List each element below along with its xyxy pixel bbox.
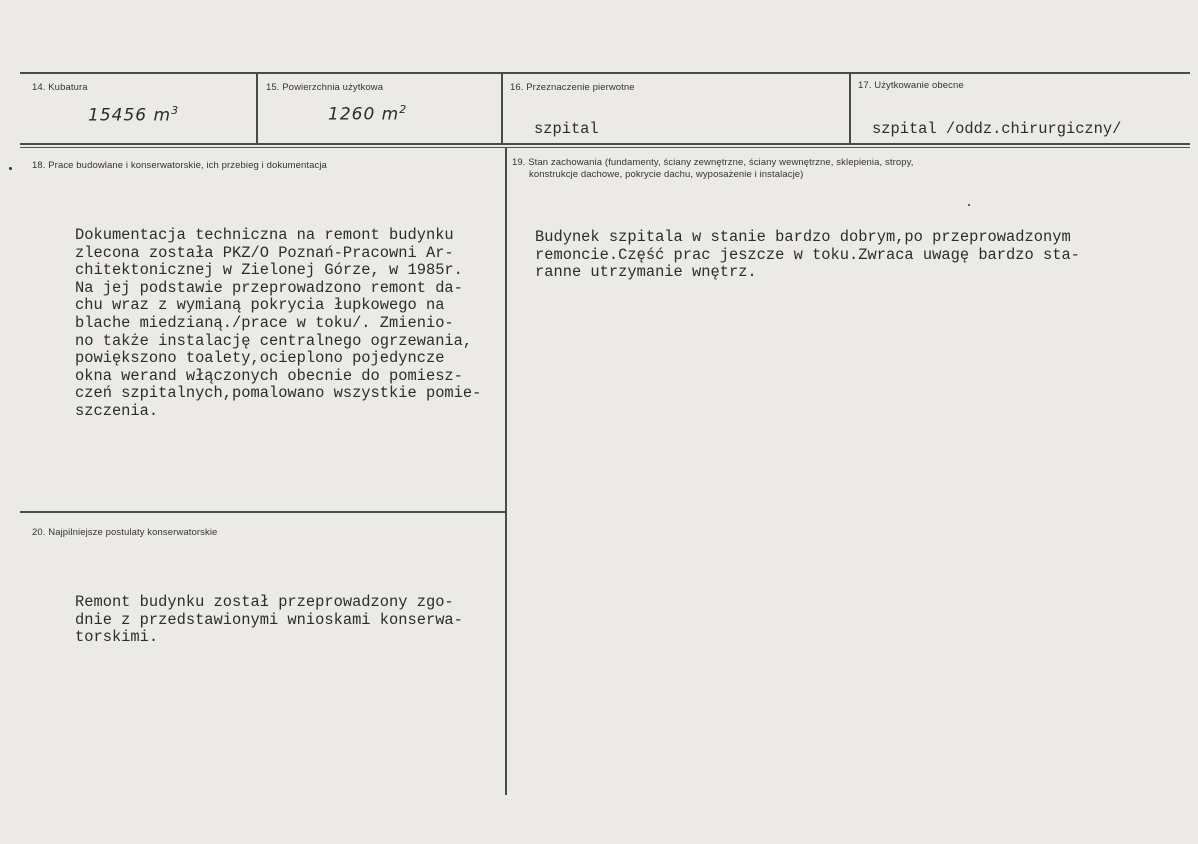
postulaty-line: Remont budynku został przeprowadzony zgo- [75,593,454,611]
stan-label-line2: konstrukcje dachowe, pokrycie dachu, wyposażenie i instalacje) [529,169,804,180]
postulaty-line: torskimi. [75,628,159,647]
powierzchnia-label: 15. Powierzchnia użytkowa [266,82,384,93]
uzytkowanie-value: szpital /oddz.chirurgiczny/ [872,120,1122,138]
kubatura-value: 15456 $m^3$ [88,104,180,126]
margin-dot [9,167,12,170]
prace-line: chitektonicznej w Zielonej Górze, w 1985r. [75,261,463,280]
col-divider-14-15 [256,72,258,144]
top-border [20,72,1190,74]
row1-bottom-border-inner [20,147,1190,148]
przeznaczenie-label: 16. Przeznaczenie pierwotne [510,82,635,93]
postulaty-line: dnie z przedstawionymi wnioskami konserwa- [75,610,463,629]
uzytkowanie-label: 17. Użytkowanie obecne [858,80,964,91]
prace-text [75,227,481,421]
prace-line: chu wraz z wymianą pokrycia łupkowego na [75,296,445,315]
postulaty-label: 20. Najpilniejsze postulaty konserwatorskie [32,527,218,538]
stray-dot [968,204,970,206]
row1-bottom-border [20,143,1190,145]
prace-line: Na jej podstawie przeprowadzono remont da- [75,278,463,297]
postulaty-text [75,594,463,647]
prace-line: okna werand włączonych obecnie do pomiesz- [75,366,463,385]
stan-line: Budynek szpitala w stanie bardzo dobrym,po przeprowadzonym [535,228,1071,246]
section-18-bottom-border [20,511,506,513]
stan-text [535,229,1080,282]
prace-line: powiększono toalety,ocieplono pojedyncze [75,349,445,368]
kubatura-label: 14. Kubatura [32,82,88,93]
prace-line: zlecona została PKZ/O Poznań-Pracowni Ar- [75,243,454,262]
prace-line: czeń szpitalnych,pomalowano wszystkie pomie- [75,384,482,403]
prace-line: szczenia. [75,401,159,420]
stan-line: ranne utrzymanie wnętrz. [535,263,757,282]
col-divider-18-19 [505,147,507,795]
prace-line: blache miedzianą./prace w toku/. Zmienio- [75,313,454,332]
przeznaczenie-value: szpital [534,120,599,138]
stan-line: remoncie.Część prac jeszcze w toku.Zwraca uwagę bardzo sta- [535,245,1080,264]
powierzchnia-value: 1260 $m^2$ [328,103,408,125]
stan-label-line1: 19. Stan zachowania (fundamenty, ściany zewnętrzne, ściany wewnętrzne, sklepienia, stropy, [512,157,914,168]
col-divider-15-16 [501,72,503,144]
col-divider-16-17 [849,72,851,144]
prace-line: no także instalację centralnego ogrzewania, [75,331,473,350]
prace-line: Dokumentacja techniczna na remont budynku [75,226,454,244]
prace-label: 18. Prace budowlane i konserwatorskie, ich przebieg i dokumentacja [32,160,327,171]
